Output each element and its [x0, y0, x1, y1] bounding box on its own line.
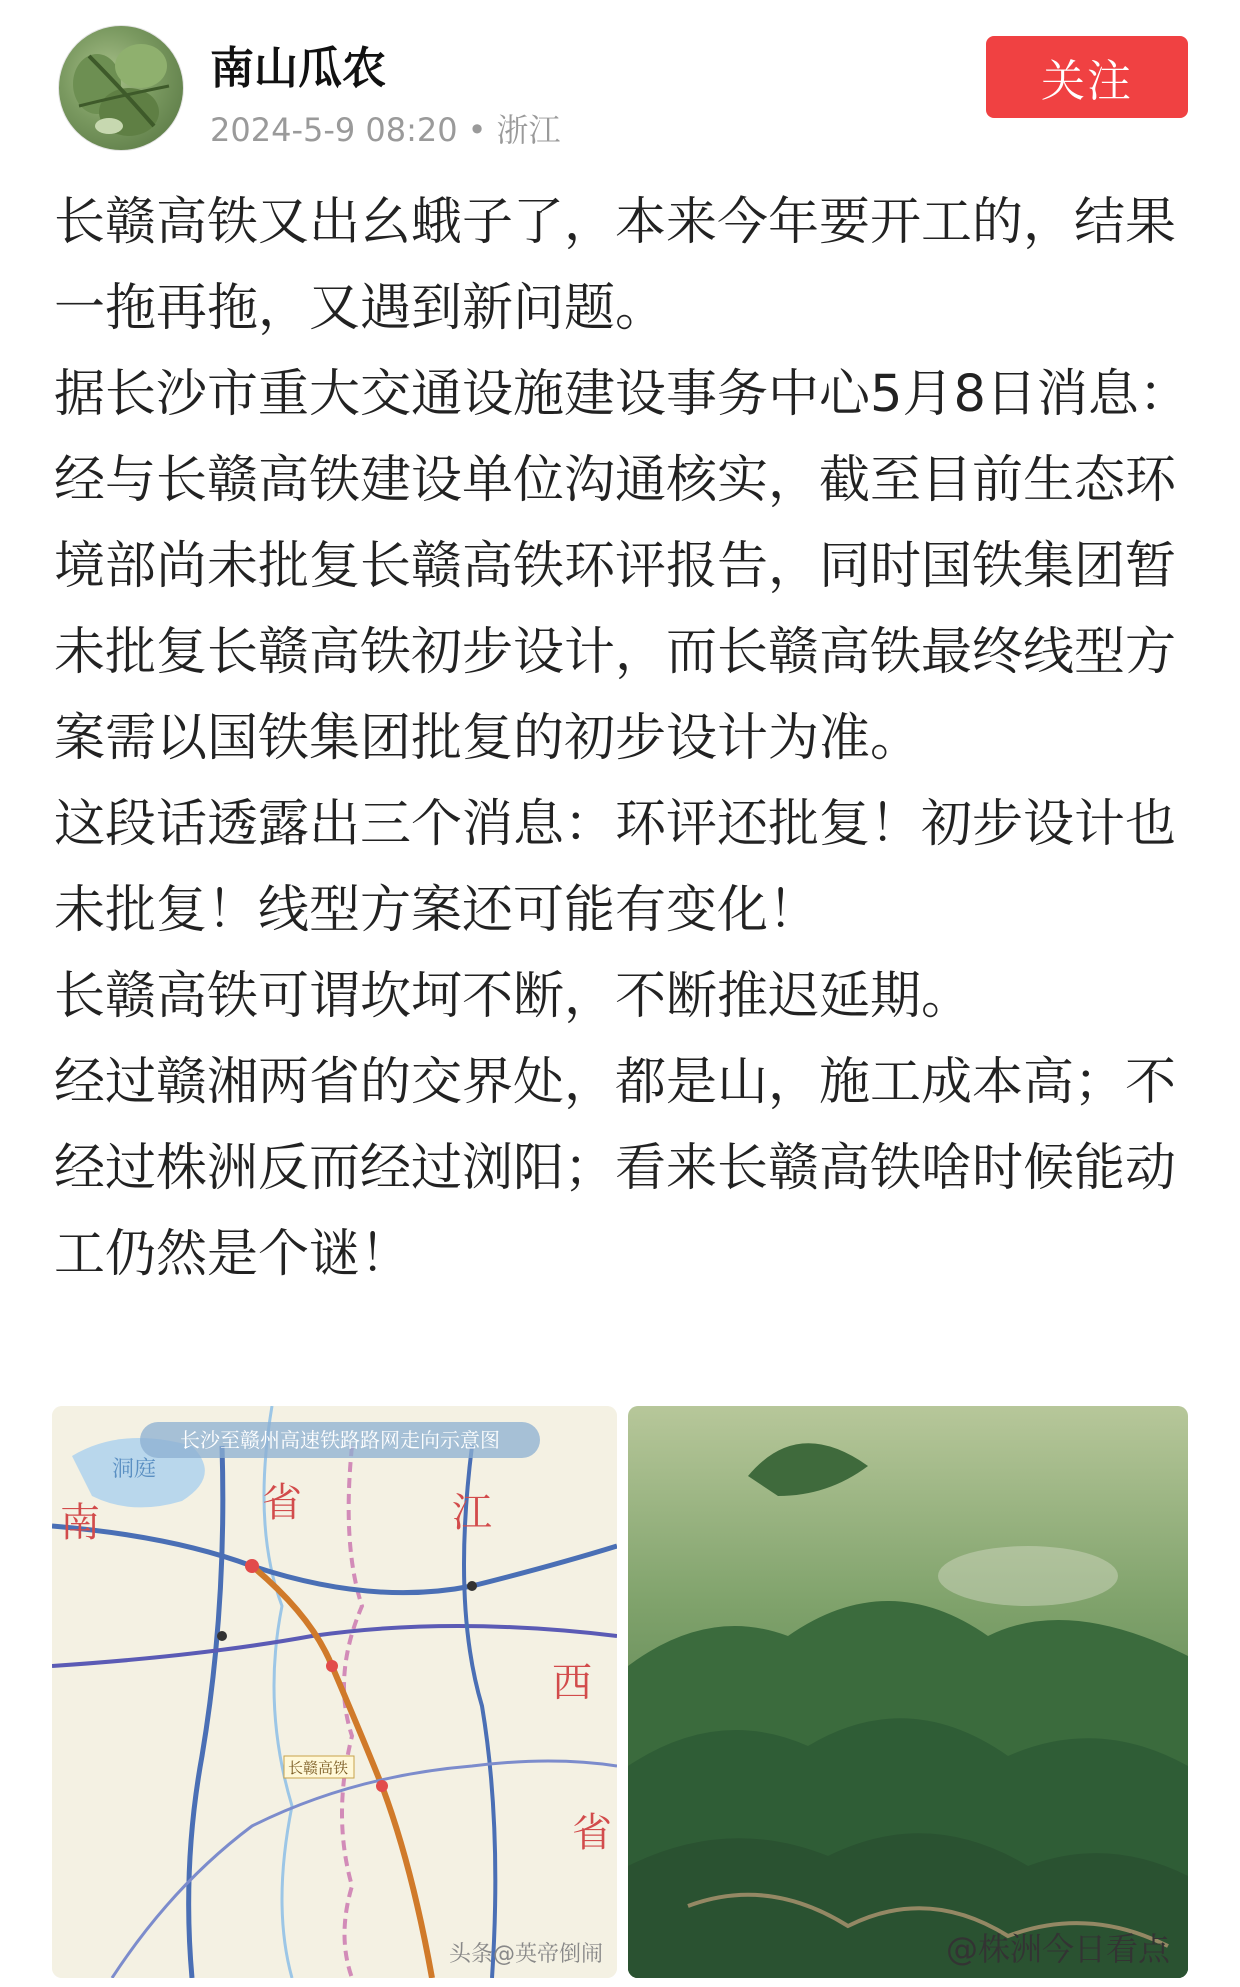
map-label-province-mid: 省: [262, 1480, 302, 1526]
post-meta: [210, 105, 561, 151]
map-label-province-left: 南: [60, 1500, 100, 1546]
post-header: [0, 0, 1240, 160]
map-watermark: 头条@英帝倒闹: [448, 1942, 603, 1967]
post-content: [54, 180, 1194, 1298]
route-map-image[interactable]: [52, 1406, 617, 1978]
post-paragraph: 这段话透露出三个消息：环评还批复！初步设计也未批复！线型方案还可能有变化！: [54, 795, 1177, 940]
terrain-image[interactable]: [628, 1406, 1188, 1978]
post-location: 浙江: [496, 111, 561, 149]
meta-separator: •: [467, 111, 487, 149]
terrain-watermark: @株洲今日看点: [945, 1930, 1170, 1968]
map-title: 长沙至赣州高速铁路路网走向示意图: [140, 1422, 540, 1458]
route-map-graphic: [52, 1406, 617, 1978]
map-label-province-right1: 江: [452, 1490, 492, 1536]
post-paragraph: 据长沙市重大交通设施建设事务中心5月8日消息：经与长赣高铁建设单位沟通核实，截至目前生态环境部尚未批复长赣高铁环评报告，同时国铁集团暂未批复长赣高铁初步设计，而长赣高铁最终线型方案需以国铁集团批复的初步设计为准。: [54, 365, 1190, 768]
post-paragraph: 经过赣湘两省的交界处，都是山，施工成本高；不经过株洲反而经过浏阳；看来长赣高铁啥时候能动工仍然是个谜！: [54, 1053, 1177, 1284]
map-label-province-right3: 省: [572, 1810, 612, 1856]
map-label-province-right2: 西: [552, 1660, 592, 1706]
map-label-station: 长赣高铁: [288, 1759, 349, 1777]
post-date: 2024-5-9 08:20: [210, 111, 458, 149]
map-label-lake: 洞庭: [112, 1457, 157, 1482]
author-name[interactable]: 南山瓜农: [210, 43, 386, 94]
avatar-image: [59, 26, 183, 150]
follow-button[interactable]: 关注: [986, 36, 1188, 118]
author-avatar[interactable]: [58, 25, 184, 151]
post-paragraph: 长赣高铁可谓坎坷不断，不断推迟延期。: [54, 967, 973, 1026]
post-paragraph: 长赣高铁又出幺蛾子了，本来今年要开工的，结果一拖再拖，又遇到新问题。: [54, 193, 1177, 338]
terrain-graphic: [628, 1406, 1188, 1978]
